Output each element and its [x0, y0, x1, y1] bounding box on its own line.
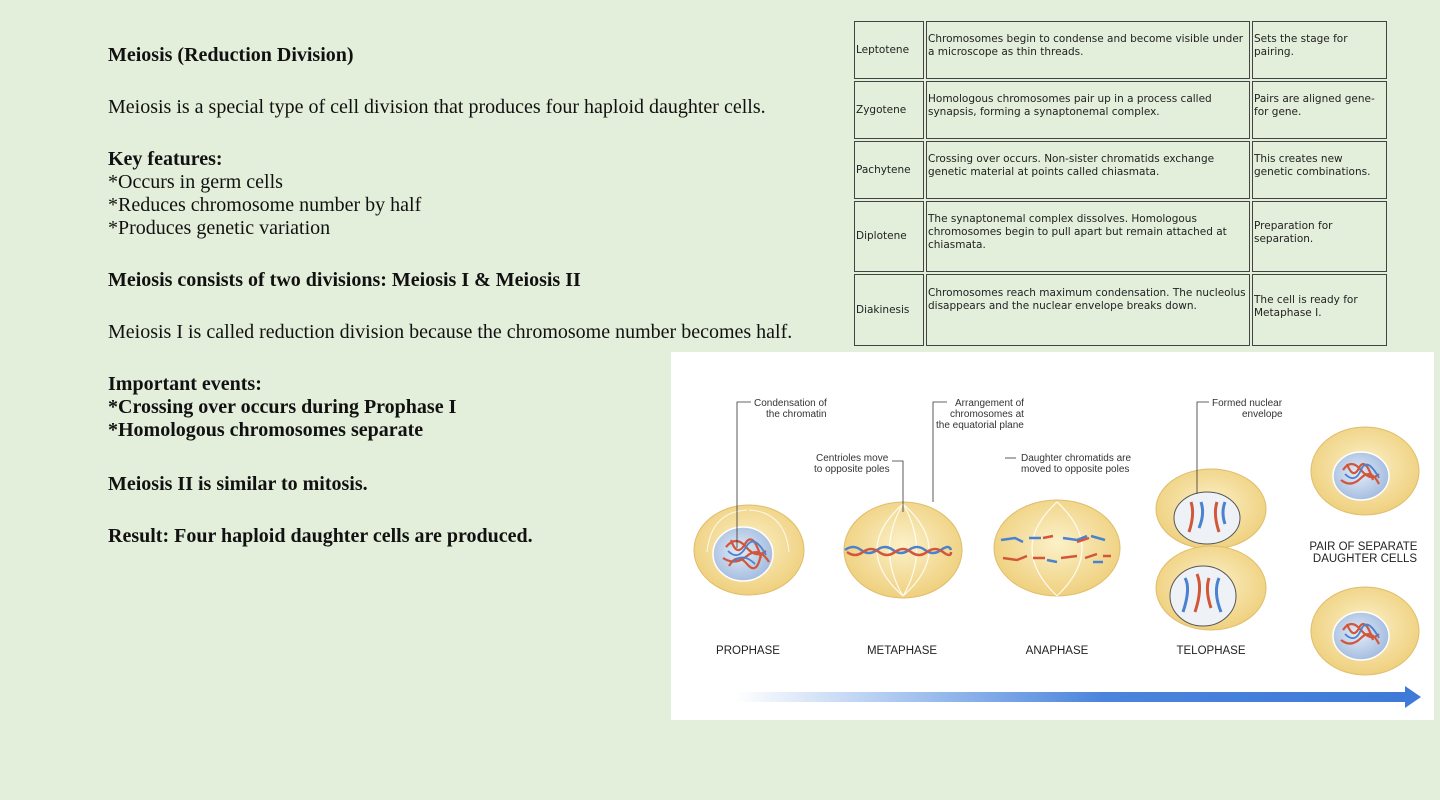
stage-name-cell: Zygotene — [854, 81, 924, 139]
stage-name-cell: Pachytene — [854, 141, 924, 199]
feature-item: *Occurs in germ cells — [108, 171, 283, 193]
divisions-heading: Meiosis consists of two divisions: Meiosis I & Meiosis II — [108, 269, 581, 291]
telophase-cells — [1156, 469, 1266, 630]
stage-event-cell: Chromosomes reach maximum condensation. The nucleolus disappears and the nuclear envelope breaks down. — [926, 274, 1250, 346]
annotation-nuclear-envelope: Formed nuclear envelope — [1212, 398, 1283, 420]
meiosis-one-text: Meiosis I is called reduction division because the chromosome number becomes half. — [108, 321, 793, 343]
events-heading: Important events: — [108, 373, 262, 395]
feature-item: *Produces genetic variation — [108, 217, 331, 239]
annotation-daughter-chromatids: Daughter chromatids are moved to opposite poles — [1021, 453, 1132, 475]
stage-note-cell: The cell is ready for Metaphase I. — [1252, 274, 1387, 346]
annotation-condensation: Condensation of the chromatin — [754, 398, 827, 420]
progression-arrow — [735, 686, 1421, 708]
prophase-cell — [694, 505, 804, 595]
metaphase-cell — [844, 502, 962, 598]
mitosis-illustration — [671, 352, 1434, 720]
stage-name-cell: Diakinesis — [854, 274, 924, 346]
annotation-centrioles: Centrioles move to opposite poles — [814, 453, 890, 475]
stage-event-cell: Homologous chromosomes pair up in a process called synapsis, forming a synaptonemal complex. — [926, 81, 1250, 139]
feature-item: *Reduces chromosome number by half — [108, 194, 422, 216]
important-events — [108, 373, 456, 442]
meiosis-two-text: Meiosis II is similar to mitosis. — [108, 473, 368, 495]
stage-note-cell: Pairs are aligned gene-for gene. — [1252, 81, 1387, 139]
stage-note-cell: Sets the stage for pairing. — [1252, 21, 1387, 79]
key-features — [108, 148, 421, 240]
intro-text: Meiosis is a special type of cell division that produces four haploid daughter cells. — [108, 96, 766, 118]
stage-name-cell: Diplotene — [854, 201, 924, 272]
anaphase-cell — [994, 500, 1120, 596]
stage-event-cell: Chromosomes begin to condense and become visible under a microscope as thin threads. — [926, 21, 1250, 79]
page-title: Meiosis (Reduction Division) — [108, 44, 354, 66]
stage-label-telophase: TELOPHASE — [1176, 645, 1246, 657]
result-text: Result: Four haploid daughter cells are produced. — [108, 525, 533, 547]
table-row — [854, 141, 1387, 199]
stage-name-cell: Leptotene — [854, 21, 924, 79]
stage-label-anaphase: ANAPHASE — [1025, 645, 1089, 657]
stage-label-metaphase: METAPHASE — [866, 645, 938, 657]
annotation-arrangement: Arrangement of chromosomes at the equatorial plane — [936, 398, 1024, 431]
event-item: *Crossing over occurs during Prophase I — [108, 396, 457, 418]
stage-event-cell: Crossing over occurs. Non-sister chromatids exchange genetic material at points called chiasmata. — [926, 141, 1250, 199]
stage-event-cell: The synaptonemal complex dissolves. Homologous chromosomes begin to pull apart but remain attached at chiasmata. — [926, 201, 1250, 272]
table-row — [854, 81, 1387, 139]
stage-note-cell: This creates new genetic combinations. — [1252, 141, 1387, 199]
table-row — [854, 21, 1387, 79]
prophase-substage-table — [852, 19, 1389, 348]
daughter-cells-label: PAIR OF SEPARATE DAUGHTER CELLS — [1309, 541, 1418, 565]
mitosis-diagram — [671, 352, 1434, 720]
stage-label-prophase: PROPHASE — [716, 645, 780, 657]
stage-note-cell: Preparation for separation. — [1252, 201, 1387, 272]
event-item: *Homologous chromosomes separate — [108, 419, 424, 441]
table-row — [854, 274, 1387, 346]
key-features-heading: Key features: — [108, 148, 223, 170]
table-row — [854, 201, 1387, 272]
